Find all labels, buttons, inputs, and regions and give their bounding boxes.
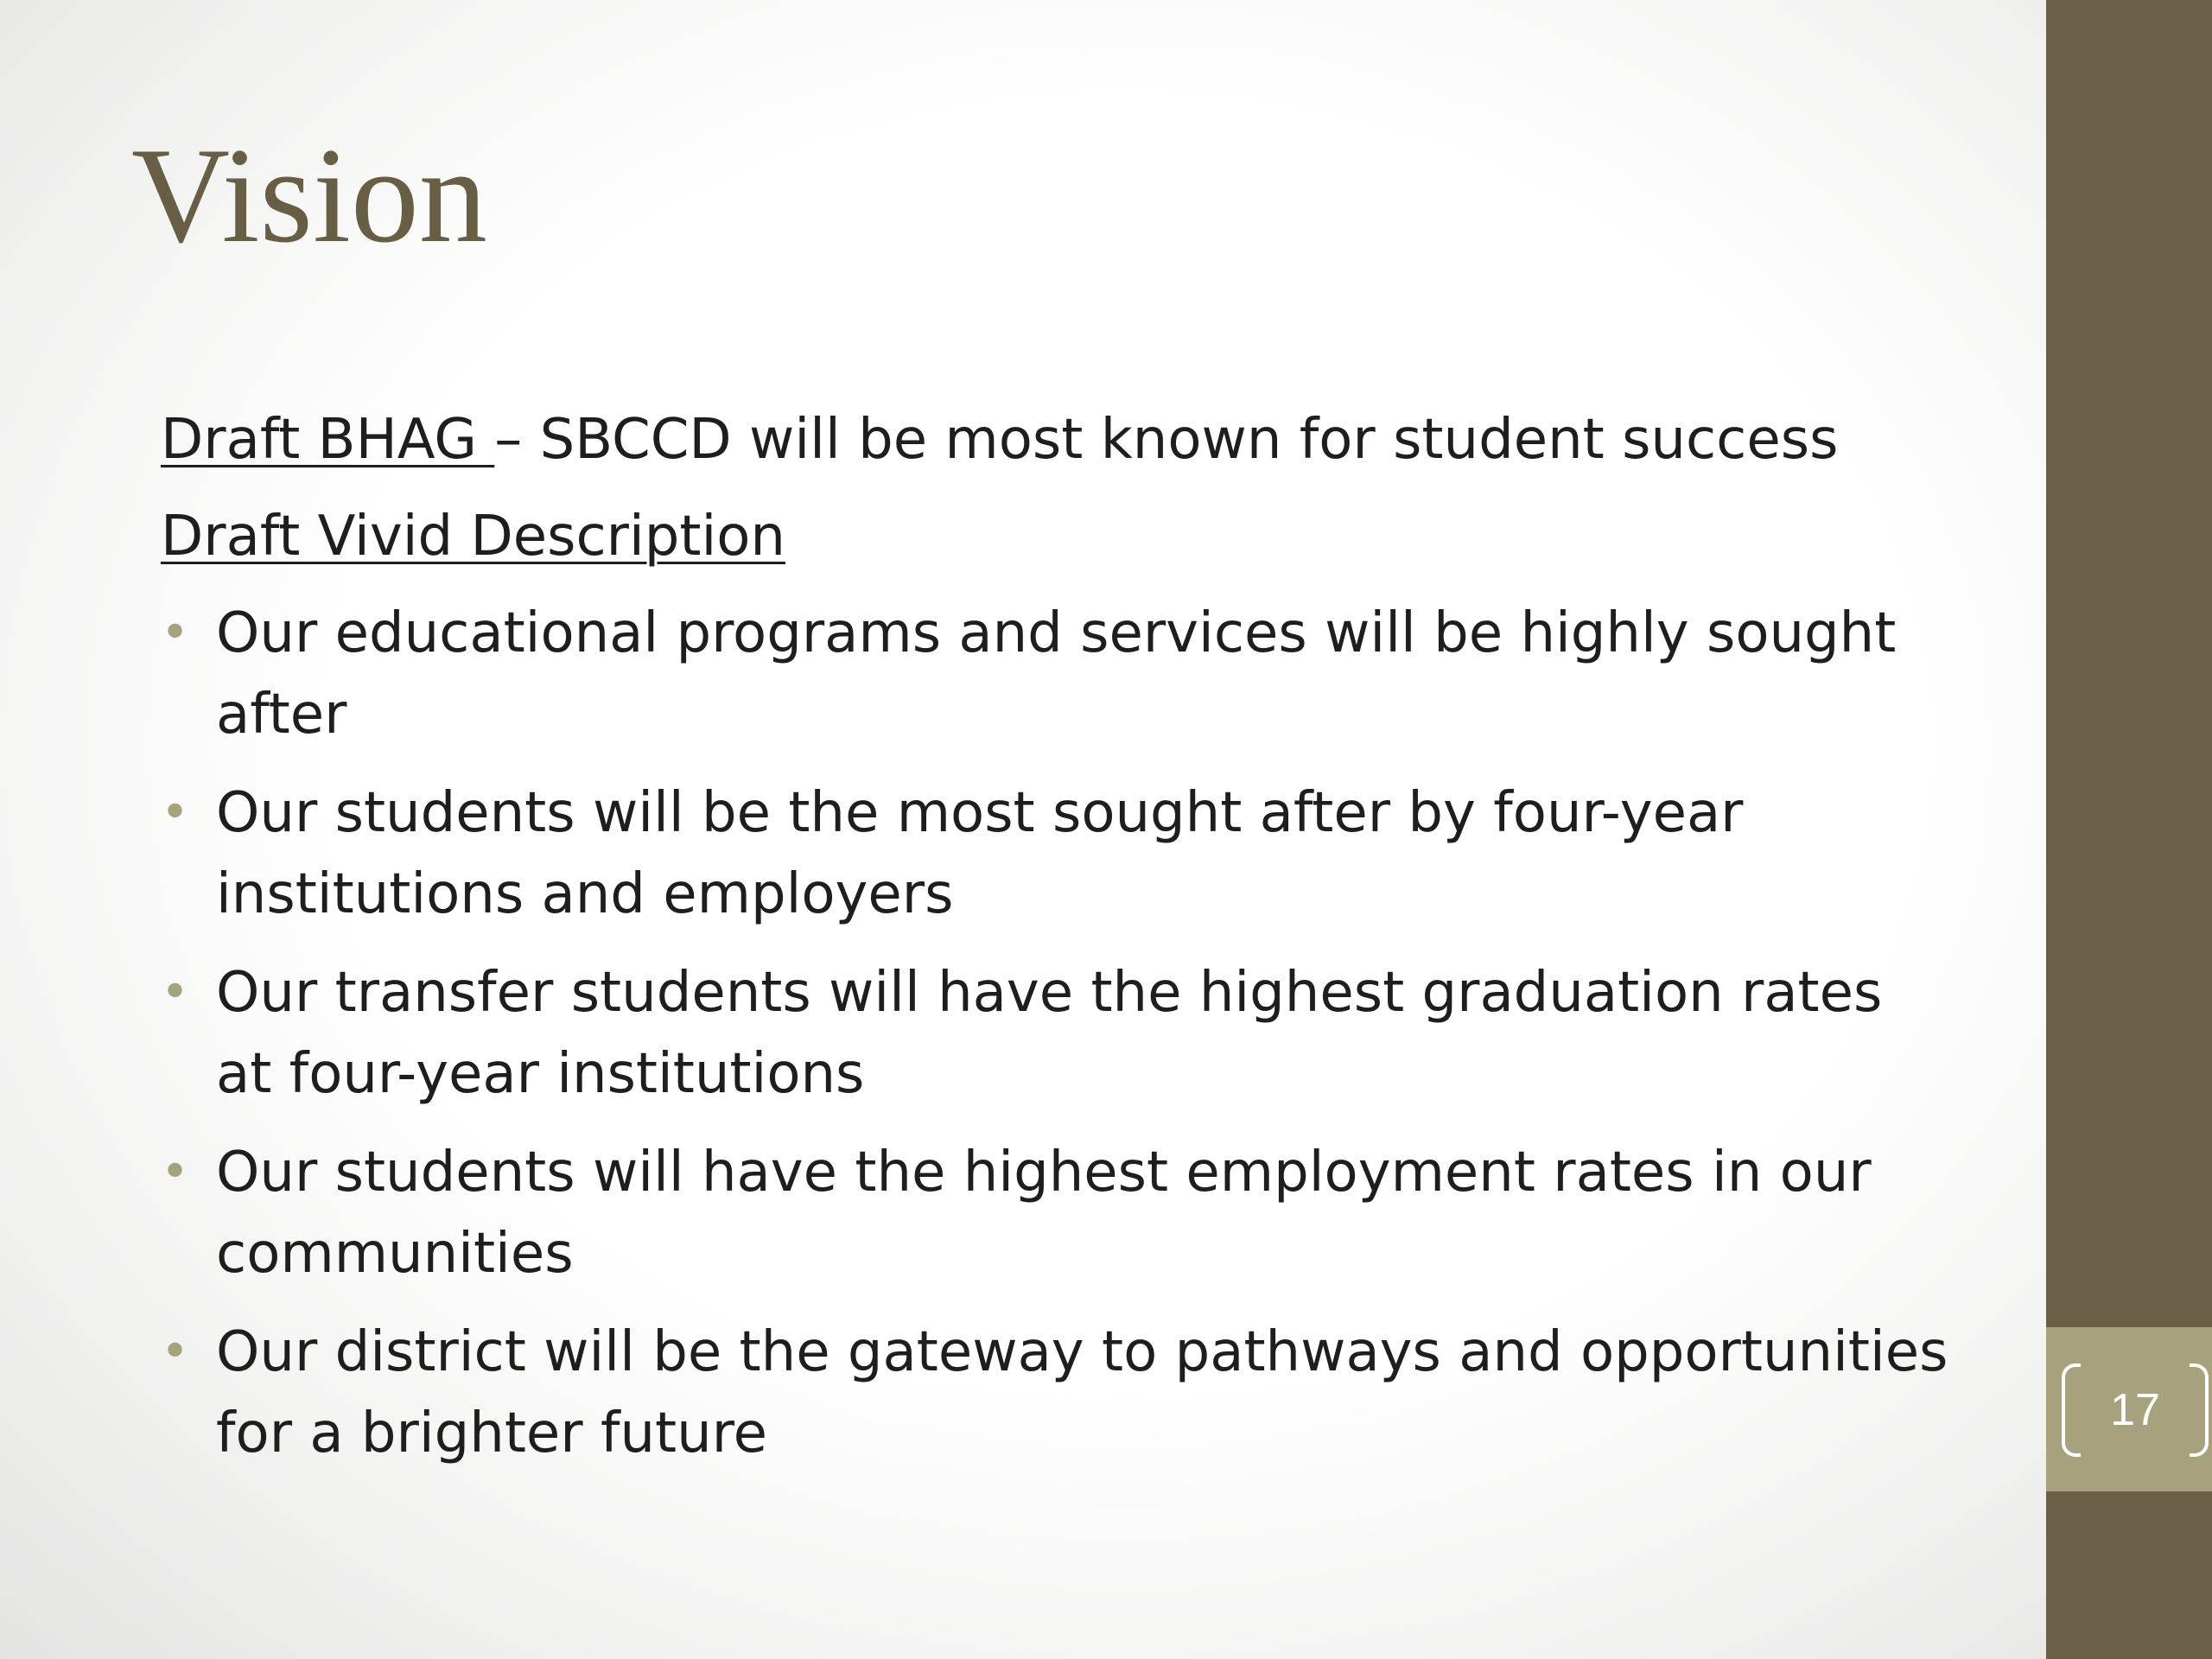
left-bracket-icon (2062, 1363, 2081, 1457)
list-item (161, 952, 1953, 1115)
vivid-description-label: Draft Vivid Description (161, 505, 785, 569)
slide-title: Vision (131, 120, 487, 271)
page-number: 17 (2110, 1385, 2160, 1435)
bullet-text: Our students will have the highest employment rates in our communities (216, 1141, 1872, 1286)
bhag-text: – SBCCD will be most known for student success (494, 408, 1839, 472)
right-bracket-icon (2190, 1363, 2209, 1457)
list-item (161, 1312, 1953, 1474)
bullet-text: Our district will be the gateway to pathways and opportunities for a brighter future (216, 1320, 1948, 1465)
vivid-description-line (161, 496, 1958, 577)
bullet-text: Our educational programs and services will be highly sought after (216, 601, 1897, 747)
vision-bullet-list (161, 593, 1958, 1474)
bhag-label: Draft BHAG (161, 408, 495, 472)
list-item (161, 772, 1953, 935)
bhag-line (161, 399, 1958, 480)
page-number-tab (2046, 1327, 2212, 1491)
list-item (161, 593, 1953, 755)
bullet-dot-icon: • (161, 1144, 190, 1200)
bullet-text: Our transfer students will have the highest graduation rates at four-year institutions (216, 961, 1883, 1106)
bullet-dot-icon: • (161, 964, 190, 1020)
slide-body (161, 399, 1958, 1491)
bullet-dot-icon: • (161, 785, 190, 841)
bullet-dot-icon: • (161, 605, 190, 661)
bullet-dot-icon: • (161, 1324, 190, 1380)
bullet-text: Our students will be the most sought after by four-year institutions and employers (216, 781, 1744, 926)
list-item (161, 1132, 1953, 1294)
